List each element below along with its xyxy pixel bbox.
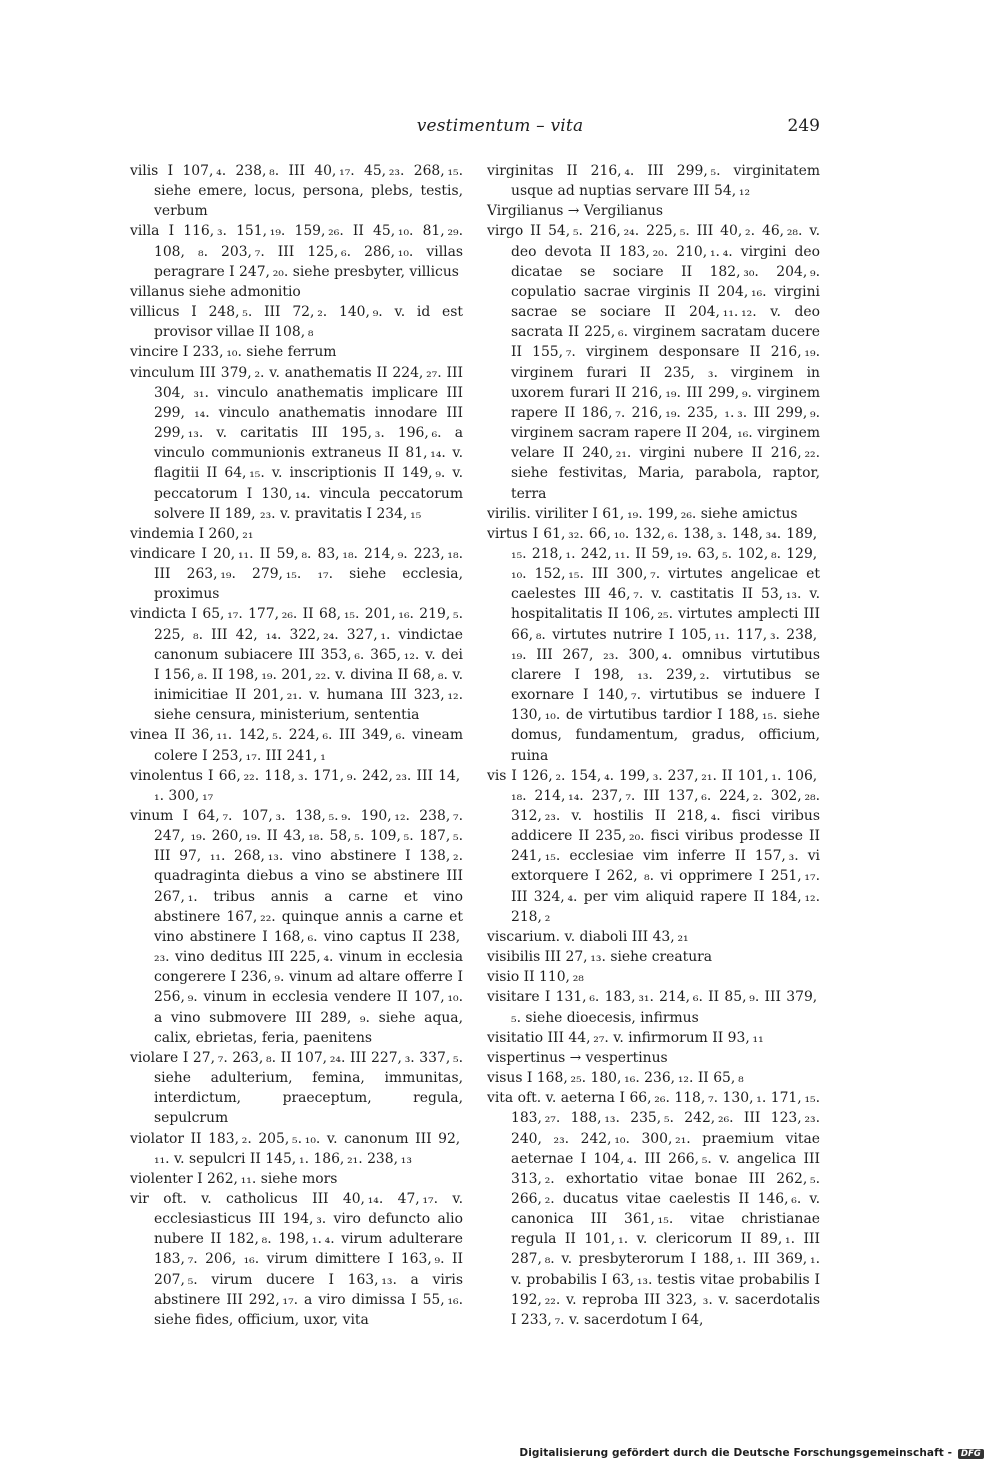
index-entry-violare: violare I 27, ₇. 263, ₈. II 107, ₂₄. III 227, ₃. 337, ₅. siehe adulterium, femina, immunitas, interdictum, praeceptum, regula, sepulcrum	[130, 1049, 463, 1127]
index-entry-vinea: vinea II 36, ₁₁. 142, ₅. 224, ₆. III 349, ₆. vineam colere I 253, ₁₇. III 241, ₁	[130, 727, 463, 764]
digitization-credit	[519, 1447, 984, 1459]
index-entry-visus: visus I 168, ₂₅. 180, ₁₆. 236, ₁₂. II 65, ₈	[487, 1070, 744, 1087]
index-entry-vilis: vilis I 107, ₄. 238, ₈. III 40, ₁₇. 45, ₂₃. 268, ₁₅. siehe emere, locus, persona, plebs, testis, verbum	[130, 163, 463, 220]
index-entry-virilis: virilis. viriliter I 61, ₁₉. 199, ₂₆. siehe amictus	[487, 505, 798, 522]
running-title: vestimentum – vita	[416, 116, 584, 136]
index-entry-villicus: villicus I 248, ₅. III 72, ₂. 140, ₉. v. id est provisor villae II 108, ₈	[130, 304, 463, 341]
index-entry-vinolentus: vinolentus I 66, ₂₂. 118, ₃. 171, ₉. 242, ₂₃. III 14, ₁. 300, ₁₇	[130, 767, 463, 804]
index-entry-vispertinus: vispertinus → vespertinus	[487, 1049, 668, 1066]
digitization-credit-text: Digitalisierung gefördert durch die Deutsche Forschungsgemeinschaft -	[519, 1447, 953, 1459]
index-column-right	[487, 161, 820, 1330]
index-entry-vindemia: vindemia I 260, ₂₁	[130, 525, 254, 542]
index-entry-vindicare: vindicare I 20, ₁₁. II 59, ₈. 83, ₁₈. 214, ₉. 223, ₁₈. III 263, ₁₉. 279, ₁₅. ₁₇. siehe ecclesia, proximus	[130, 545, 463, 603]
index-entry-virgilianus: Virgilianus → Vergilianus	[487, 203, 663, 220]
index-entry-villa: villa I 116, ₃. 151, ₁₉. 159, ₂₆. II 45, ₁₀. 81, ₂₉. 108, ₈. 203, ₇. III 125, ₆. 286, ₁₀. villas peragrare I 247, ₂₀. siehe presbyter, villicus	[130, 223, 463, 280]
index-entry-viscarium: viscarium. v. diaboli III 43, ₂₁	[487, 928, 689, 945]
index-column-left	[130, 161, 463, 1330]
index-entry-virtus: virtus I 61, ₃₂. 66, ₁₀. 132, ₆. 138, ₃. 148, ₃₄. 189, ₁₅. 218, ₁. 242, ₁₁. II 59, ₁₉. 63, ₅. 102, ₈. 129, ₁₀. 152, ₁₅. III 300, ₇. virtutes angelicae et caelestes III 46, ₇. v. castitatis II 53, ₁₃. v. hospitalitatis II 106, ₂₅. virtutes amplecti III 66, ₈. virtutes nutrire I 105, ₁₁. 117, ₃. 238, ₁₉. III 267, ₂₃. 300, ₄. omnibus virtutibus clarere I 198, ₁₃. 239, ₂. virtutibus se exornare I 140, ₇. virtutibus se induere I 130, ₁₀. de virtutibus tardior I 188, ₁₅. siehe domus, fundamentum, gradus, officium, ruina	[487, 525, 820, 764]
index-entry-villanus: villanus siehe admonitio	[130, 283, 301, 300]
index-entry-vis: vis I 126, ₂. 154, ₄. 199, ₃. 237, ₂₁. II 101, ₁. 106, ₁₈. 214, ₁₄. 237, ₇. III 137, ₆. 224, ₂. 302, ₂₈. 312, ₂₃. v. hostilis II 218, ₄. fisci viribus addicere II 235, ₂₀. fisci viribus prodesse II 241, ₁₅. ecclesiae vim inferre II 157, ₃. vi extorquere I 262, ₈. vi opprimere I 251, ₁₇. III 324, ₄. per vim aliquid rapere II 184, ₁₂. 218, ₂	[487, 767, 820, 925]
index-entry-virgo: virgo II 54, ₅. 216, ₂₄. 225, ₅. III 40, ₂. 46, ₂₈. v. deo devota II 183, ₂₀. 210, ₁. ₄. virgini deo dicatae se sociare II 182, ₃₀. 204, ₉. copulatio sacrae virginis II 204, ₁₆. virgini sacrae se sociare II 204, ₁₁. ₁₂. v. deo sacrata II 225, ₆. virginem sacratam ducere II 155, ₇. virginem desponsare II 216, ₁₉. virginem furari II 235, ₃. virginem in uxorem furari II 216, ₁₉. III 299, ₉. virginem rapere II 186, ₇. 216, ₁₉. 235, ₁. ₃. III 299, ₉. virginem sacram rapere II 204, ₁₆. virginem velare II 240, ₂₁. virgini nubere II 216, ₂₂. siehe festivitas, Maria, parabola, raptor, terra	[487, 223, 820, 502]
index-entry-virginitas: virginitas II 216, ₄. III 299, ₅. virginitatem usque ad nuptias servare III 54, ₁₂	[487, 163, 820, 200]
index-entry-vita: vita oft. v. aeterna I 66, ₂₆. 118, ₇. 130, ₁. 171, ₁₅. 183, ₂₇. 188, ₁₃. 235, ₅. 242, ₂₆. III 123, ₂₃. 240, ₂₃. 242, ₁₀. 300, ₂₁. praemium vitae aeternae I 104, ₄. III 266, ₅. v. angelica III 313, ₂. exhortatio vitae bonae III 262, ₅. 266, ₂. ducatus vitae caelestis II 146, ₆. v. canonica III 361, ₁₅. vitae christianae regula II 101, ₁. v. clericorum II 89, ₁. III 287, ₈. v. presbyterorum I 188, ₁. III 369, ₁. v. probabilis I 63, ₁₃. testis vitae probabilis I 192, ₂₂. v. reproba III 323, ₃. v. sacerdotalis I 233, ₇. v. sacerdotum I 64,	[487, 1090, 820, 1328]
index-entry-vinculum: vinculum III 379, ₂. v. anathematis II 224, ₂₇. III 304, ₃₁. vinculo anathematis implicare III 299, ₁₄. vinculo anathematis innodare III 299, ₁₃. v. caritatis III 195, ₃. 196, ₆. a vinculo communionis extraneus II 81, ₁₄. v. flagitii II 64, ₁₅. v. inscriptionis II 149, ₉. v. peccatorum I 130, ₁₄. vincula peccatorum solvere II 189, ₂₃. v. pravitatis I 234, ₁₅	[130, 364, 463, 522]
index-entry-vincire: vincire I 233, ₁₀. siehe ferrum	[130, 344, 337, 361]
index-entry-visitatio: visitatio III 44, ₂₇. v. infirmorum II 93, ₁₁	[487, 1029, 764, 1046]
page-number: 249	[787, 116, 820, 136]
index-entry-visibilis: visibilis III 27, ₁₃. siehe creatura	[487, 949, 713, 966]
dfg-logo: DFG	[958, 1449, 984, 1459]
index-entry-vindicta: vindicta I 65, ₁₇. 177, ₂₆. II 68, ₁₅. 201, ₁₆. 219, ₅. 225, ₈. III 42, ₁₄. 322, ₂₄. 327, ₁. vindictae canonum subiacere III 353, ₆. 365, ₁₂. v. dei I 156, ₈. II 198, ₁₉. 201, ₂₂. v. divina II 68, ₈. v. inimicitiae II 201, ₂₁. v. humana III 323, ₁₂. siehe censura, ministerium, sententia	[130, 606, 463, 724]
index-entry-visio: visio II 110, ₂₈	[487, 969, 584, 986]
index-entry-visitare: visitare I 131, ₆. 183, ₃₁. 214, ₆. II 85, ₉. III 379, ₅. siehe dioecesis, infirmus	[487, 989, 820, 1026]
index-entry-vir: vir oft. v. catholicus III 40, ₁₄. 47, ₁₇. v. ecclesiasticus III 194, ₃. viro defuncto alio nubere II 182, ₈. 198, ₁. ₄. virum adulterare 183, ₇. 206, ₁₆. virum dimittere I 163, ₉. II 207, ₅. virum ducere I 163, ₁₃. a viris abstinere III 292, ₁₇. a viro dimissa I 55, ₁₆. siehe fides, officium, uxor, vita	[130, 1190, 463, 1328]
index-entry-violenter: violenter I 262, ₁₁. siehe mors	[130, 1170, 338, 1187]
index-entry-vinum: vinum I 64, ₇. 107, ₃. 138, ₅. ₉. 190, ₁₂. 238, ₇. 247, ₁₉. 260, ₁₉. II 43, ₁₈. 58, ₅. 109, ₅. 187, ₅. III 97, ₁₁. 268, ₁₃. vino abstinere I 138, ₂. quadraginta diebus a vino se abstinere III 267, ₁. tribus annis a carne et vino abstinere 167, ₂₂. quinque annis a carne et vino abstinere I 168, ₆. vino captus II 238, ₂₃. vino deditus III 225, ₄. vinum in ecclesia congerere I 236, ₉. vinum ad altare offerre I 256, ₉. vinum in ecclesia vendere II 107, ₁₀. a vino submovere III 289, ₉. siehe aqua, calix, ebrietas, feria, paenitens	[130, 808, 463, 1046]
index-entry-violator: violator II 183, ₂. 205, ₅. ₁₀. v. canonum III 92, ₁₁. v. sepulcri II 145, ₁. 186, ₂₁. 238, ₁₃	[130, 1130, 463, 1167]
